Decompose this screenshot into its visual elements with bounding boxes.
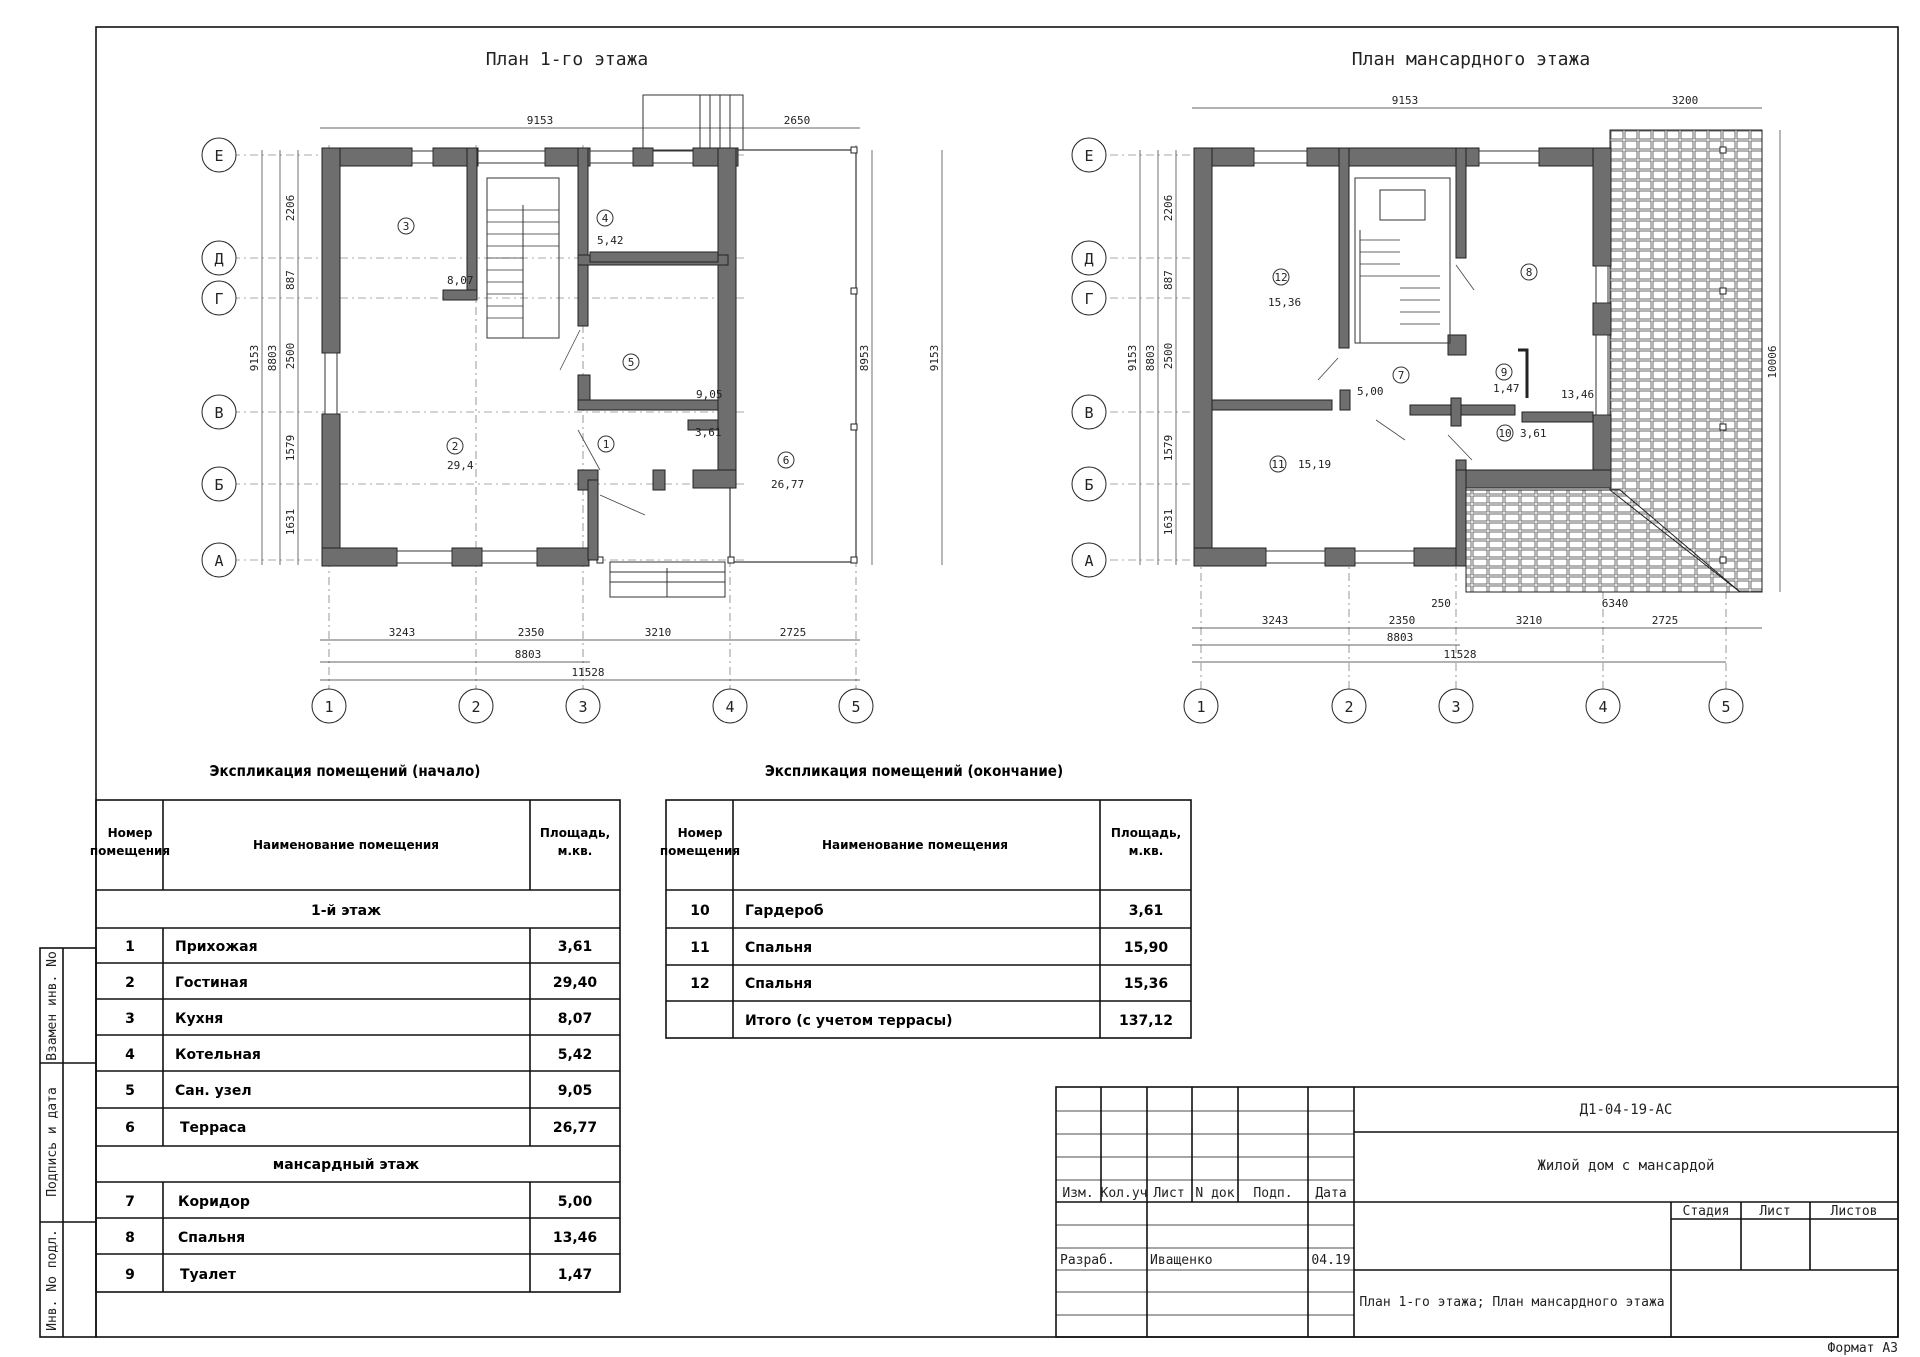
plan2-axis-col: 5 bbox=[1721, 698, 1731, 716]
plan2-axis-row: В bbox=[1084, 404, 1094, 422]
plan1-dim-left: 887 bbox=[284, 270, 297, 290]
side-stamp-label: Подпись и дата bbox=[45, 1087, 60, 1197]
plan1-axis-row: Д bbox=[214, 250, 224, 268]
table-cell: 12 bbox=[690, 976, 710, 992]
plan2-dim-bottom-total: 8803 bbox=[1386, 631, 1414, 644]
table-cell: 6 bbox=[125, 1120, 135, 1136]
plan1-room-area: 8,07 bbox=[447, 274, 474, 287]
table-cell: 11 bbox=[690, 940, 710, 956]
table-cell: 2 bbox=[125, 975, 135, 991]
plan2-room-no: 9 bbox=[1500, 366, 1508, 379]
table-cell: Коридор bbox=[178, 1194, 250, 1210]
table-cell: 10 bbox=[690, 903, 710, 919]
plan1-axis-row: В bbox=[214, 404, 224, 422]
table1-section: 1-й этаж bbox=[310, 903, 382, 919]
table1-header: Площадь, м.кв. bbox=[539, 826, 611, 858]
plan1-dim-bottom: 2350 bbox=[517, 626, 545, 639]
table1-section: мансардный этаж bbox=[272, 1157, 420, 1173]
table2-header: Наименование помещения bbox=[821, 838, 1009, 852]
plan2-room-area: 1,47 bbox=[1493, 382, 1520, 395]
plan2-axis-row: Б bbox=[1084, 476, 1094, 494]
plan2-dim-left: 2206 bbox=[1162, 194, 1175, 222]
plan1-dim-top: 9153 bbox=[526, 114, 554, 127]
plan2-dim-left-mid: 8803 bbox=[1144, 344, 1157, 372]
plan2-dim-bottom: 2725 bbox=[1651, 614, 1679, 627]
table-cell: Котельная bbox=[175, 1047, 261, 1063]
plan1-axis-col: 1 bbox=[324, 698, 334, 716]
table-cell: 5,42 bbox=[557, 1047, 593, 1063]
table-cell: 3 bbox=[125, 1011, 135, 1027]
table-cell: Спальня bbox=[745, 940, 813, 956]
plan2-dim-left: 2500 bbox=[1162, 342, 1175, 370]
table-cell: 137,12 bbox=[1118, 1013, 1174, 1029]
plan2-dim-right: 10006 bbox=[1766, 345, 1779, 379]
table-cell: Итого (с учетом террасы) bbox=[745, 1013, 953, 1029]
attic-floor-plan bbox=[1072, 49, 1780, 723]
plan2-dim-bottom: 2350 bbox=[1388, 614, 1416, 627]
project-code: Д1-04-19-АС bbox=[1579, 1102, 1673, 1118]
plan2-dim-left: 887 bbox=[1162, 270, 1175, 290]
plan2-room-no: 11 bbox=[1271, 458, 1285, 471]
title-block-col: N док bbox=[1195, 1186, 1235, 1201]
plan1-room-area: 9,05 bbox=[696, 388, 723, 401]
plan1-dim-left: 2206 bbox=[284, 194, 297, 222]
plan2-axis-row: Г bbox=[1084, 290, 1094, 308]
plan1-room-no: 6 bbox=[782, 454, 790, 467]
plan2-axis-row: А bbox=[1084, 552, 1094, 570]
table-cell: 1,47 bbox=[557, 1267, 593, 1283]
table-cell: 3,61 bbox=[1128, 903, 1164, 919]
stage-col: Стадия bbox=[1682, 1204, 1730, 1219]
plan1-room-area: 3,61 bbox=[695, 426, 722, 439]
title-block bbox=[1056, 1087, 1898, 1337]
plan2-room-area: 3,61 bbox=[1520, 427, 1547, 440]
plan2-axis-col: 2 bbox=[1344, 698, 1354, 716]
plan1-axis-row: Б bbox=[214, 476, 224, 494]
plan1-axis-col: 3 bbox=[578, 698, 588, 716]
plan2-axis-row: Д bbox=[1084, 250, 1094, 268]
plan1-dim-left: 2500 bbox=[284, 342, 297, 370]
plan1-room-no: 2 bbox=[451, 440, 459, 453]
table2-title: Экспликация помещений (окончание) bbox=[764, 762, 1064, 780]
stage-col: Лист bbox=[1759, 1204, 1791, 1219]
plan2-dim-bottom: 3210 bbox=[1515, 614, 1543, 627]
plan1-dim-right-outer: 9153 bbox=[928, 344, 941, 372]
table-cell: Гостиная bbox=[175, 975, 248, 991]
plan1-dim-left-mid: 8803 bbox=[266, 344, 279, 372]
room-schedule-start bbox=[90, 762, 620, 1292]
stage-col: Листов bbox=[1830, 1204, 1878, 1219]
table-cell: 9 bbox=[125, 1267, 135, 1283]
plan1-title: План 1-го этажа bbox=[485, 49, 649, 70]
table-cell: Туалет bbox=[180, 1267, 236, 1283]
plan2-dim-top: 3200 bbox=[1671, 94, 1699, 107]
table-cell: 7 bbox=[125, 1194, 135, 1210]
developer-name: Иващенко bbox=[1150, 1253, 1213, 1268]
plan1-dim-left-outer: 9153 bbox=[248, 344, 261, 372]
plan2-dim-top: 9153 bbox=[1391, 94, 1419, 107]
table1-header: Наименование помещения bbox=[252, 838, 440, 852]
plan2-room-no: 8 bbox=[1525, 266, 1533, 279]
side-stamp-label: Инв. No подл. bbox=[45, 1229, 60, 1331]
table-cell: 3,61 bbox=[557, 939, 593, 955]
plan1-room-no: 3 bbox=[402, 220, 410, 233]
plan1-dim-bottom: 3210 bbox=[644, 626, 672, 639]
plan2-room-no: 12 bbox=[1274, 271, 1288, 284]
plan1-room-no: 5 bbox=[627, 356, 635, 369]
title-block-col: Подп. bbox=[1253, 1186, 1293, 1201]
plan1-room-no: 1 bbox=[602, 438, 610, 451]
table-cell: 5,00 bbox=[557, 1194, 593, 1210]
plan2-room-no: 10 bbox=[1498, 427, 1512, 440]
sheet-name: План 1-го этажа; План мансардного этажа bbox=[1359, 1295, 1665, 1310]
title-block-col: Лист bbox=[1153, 1186, 1185, 1201]
table-cell: 9,05 bbox=[557, 1083, 593, 1099]
side-stamp bbox=[40, 948, 96, 1337]
table1-rows bbox=[125, 939, 597, 1283]
plan1-dim-bottom: 3243 bbox=[388, 626, 416, 639]
table1-header: Номер помещения bbox=[89, 826, 171, 858]
plan1-room-no: 4 bbox=[601, 212, 609, 225]
table1-title: Экспликация помещений (начало) bbox=[209, 762, 481, 780]
plan2-dim-left: 1631 bbox=[1162, 508, 1175, 536]
table-cell: 4 bbox=[125, 1047, 135, 1063]
plan2-room-area: 15,36 bbox=[1268, 296, 1302, 309]
table-cell: Спальня bbox=[178, 1230, 246, 1246]
table-cell: Сан. узел bbox=[175, 1083, 252, 1099]
table-cell: 8,07 bbox=[557, 1011, 593, 1027]
developer-date: 04.19 bbox=[1311, 1253, 1351, 1268]
table-cell: 15,90 bbox=[1123, 940, 1169, 956]
table-cell: 13,46 bbox=[552, 1230, 598, 1246]
plan2-dim-left: 1579 bbox=[1162, 434, 1175, 462]
table-cell: 26,77 bbox=[552, 1120, 598, 1136]
plan1-dim-bottom-total: 8803 bbox=[514, 648, 542, 661]
plan1-axis-row: Е bbox=[214, 147, 224, 165]
table-cell: 8 bbox=[125, 1230, 135, 1246]
object-name: Жилой дом с мансардой bbox=[1537, 1158, 1715, 1174]
table-cell: 1 bbox=[125, 939, 135, 955]
plan2-room-labels bbox=[1268, 264, 1594, 472]
plan1-axis-col: 2 bbox=[471, 698, 481, 716]
plan1-dim-left: 1579 bbox=[284, 434, 297, 462]
plan2-dim-left-outer: 9153 bbox=[1126, 344, 1139, 372]
table-cell: 29,40 bbox=[552, 975, 598, 991]
plan1-axis-col: 5 bbox=[851, 698, 861, 716]
plan1-dim-bottom-total: 11528 bbox=[571, 666, 605, 679]
table2-header: Площадь, м.кв. bbox=[1110, 826, 1182, 858]
sheet-format: Формат А3 bbox=[1827, 1341, 1898, 1356]
plan1-dim-bottom: 2725 bbox=[779, 626, 807, 639]
table-cell: Кухня bbox=[175, 1011, 224, 1027]
ground-floor-plan bbox=[202, 49, 942, 723]
plan2-room-area: 13,46 bbox=[1561, 388, 1595, 401]
plan2-axis-row: Е bbox=[1084, 147, 1094, 165]
table-cell: Гардероб bbox=[745, 903, 824, 919]
plan1-room-area: 26,77 bbox=[771, 478, 805, 491]
table-cell: Прихожая bbox=[175, 939, 258, 955]
plan2-axis-col: 1 bbox=[1196, 698, 1206, 716]
plan2-axis-col: 3 bbox=[1451, 698, 1461, 716]
plan1-dim-right-inner: 8953 bbox=[858, 344, 871, 372]
plan2-dim-bottom-extra: 250 bbox=[1431, 597, 1451, 610]
title-block-col: Дата bbox=[1315, 1186, 1347, 1201]
developer-role: Разраб. bbox=[1060, 1253, 1115, 1268]
plan2-room-area: 5,00 bbox=[1357, 385, 1384, 398]
plan1-dim-left: 1631 bbox=[284, 508, 297, 536]
plan1-room-area: 29,4 bbox=[447, 459, 474, 472]
table-cell: Терраса bbox=[180, 1120, 247, 1136]
plan1-room-area: 5,42 bbox=[597, 234, 624, 247]
plan1-dim-top: 2650 bbox=[783, 114, 811, 127]
title-block-col: Кол.уч bbox=[1100, 1186, 1148, 1201]
side-stamp-label: Взамен инв. No bbox=[45, 951, 60, 1061]
plan1-axis-col: 4 bbox=[725, 698, 735, 716]
room-schedule-end bbox=[660, 762, 1191, 1038]
plan2-dim-bottom: 3243 bbox=[1261, 614, 1289, 627]
plan2-title: План мансардного этажа bbox=[1351, 49, 1591, 70]
plan1-axis-row: Г bbox=[214, 290, 224, 308]
plan2-axis-col: 4 bbox=[1598, 698, 1608, 716]
table2-header: Номер помещения bbox=[659, 826, 741, 858]
plan2-dim-bottom-total: 11528 bbox=[1443, 648, 1477, 661]
title-block-col: Изм. bbox=[1062, 1186, 1094, 1201]
plan2-room-no: 7 bbox=[1397, 369, 1405, 382]
plan2-room-area: 15,19 bbox=[1298, 458, 1332, 471]
table-cell: 5 bbox=[125, 1083, 135, 1099]
table-cell: Спальня bbox=[745, 976, 813, 992]
table-cell: 15,36 bbox=[1123, 976, 1169, 992]
plan1-axis-row: А bbox=[214, 552, 224, 570]
plan2-dim-bottom-extra: 6340 bbox=[1601, 597, 1629, 610]
